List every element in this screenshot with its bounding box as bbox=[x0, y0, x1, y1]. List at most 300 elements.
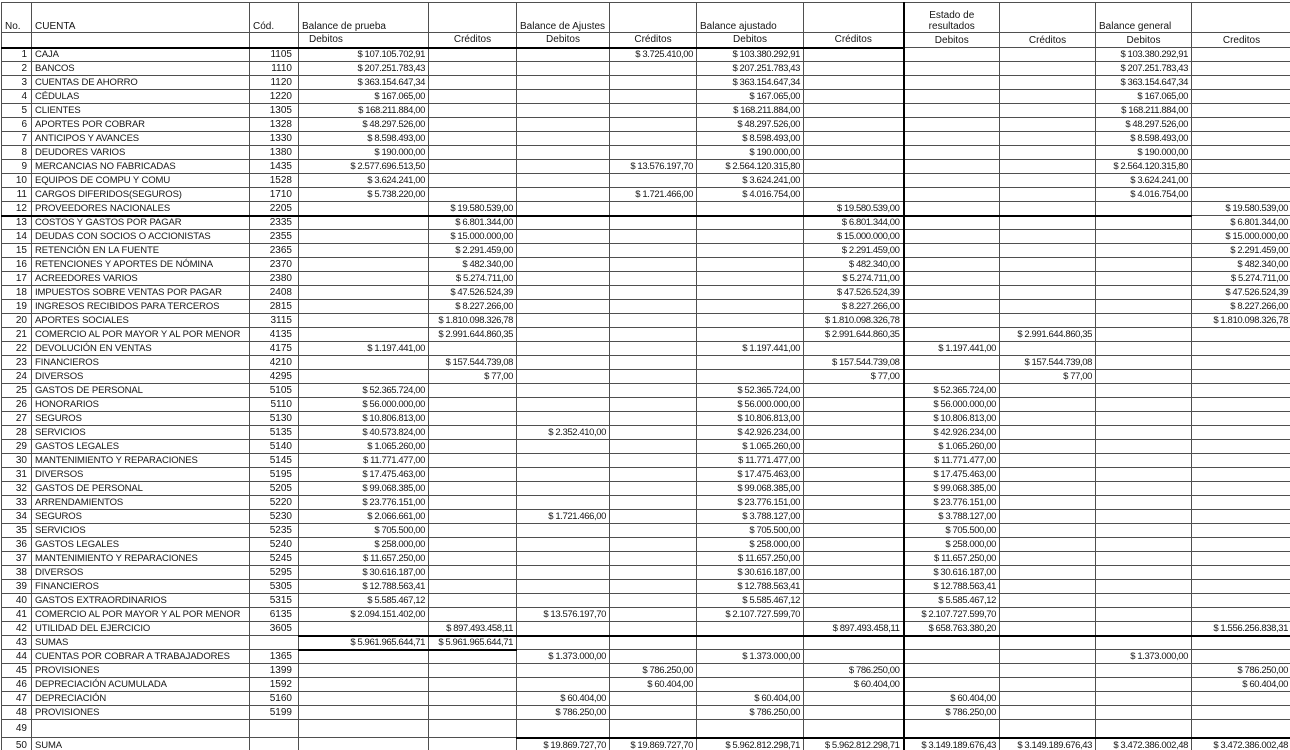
account-name-cell[interactable]: SERVICIOS bbox=[32, 524, 250, 538]
code-cell[interactable] bbox=[250, 636, 299, 650]
code-cell[interactable]: 1220 bbox=[250, 90, 299, 104]
bg-debit-cell[interactable] bbox=[1096, 412, 1192, 426]
ba-credit-cell[interactable] bbox=[804, 566, 904, 580]
subheader-ba-creditos[interactable]: Créditos bbox=[804, 33, 904, 48]
bg-credit-cell[interactable] bbox=[1192, 510, 1290, 524]
ba-credit-cell[interactable] bbox=[804, 496, 904, 510]
er-debit-cell[interactable] bbox=[904, 314, 1000, 328]
ba-credit-cell[interactable]: $ 6.801.344,00 bbox=[804, 216, 904, 230]
bg-credit-cell[interactable] bbox=[1192, 650, 1290, 664]
er-credit-cell[interactable] bbox=[1000, 272, 1096, 286]
account-name-cell[interactable]: PROVISIONES bbox=[32, 664, 250, 678]
bp-credit-cell[interactable] bbox=[429, 174, 517, 188]
ba-credit-cell[interactable]: $ 2.991.644.860,35 bbox=[804, 328, 904, 342]
bp-credit-cell[interactable] bbox=[429, 692, 517, 706]
er-credit-cell[interactable] bbox=[1000, 76, 1096, 90]
subheader-bg-creditos[interactable]: Creditos bbox=[1192, 33, 1290, 48]
aj-credit-cell[interactable]: $ 1.721.466,00 bbox=[610, 188, 697, 202]
ba-credit-cell[interactable]: $ 157.544.739,08 bbox=[804, 356, 904, 370]
bp-debit-cell[interactable]: $ 1.197.441,00 bbox=[299, 342, 429, 356]
aj-debit-cell[interactable] bbox=[517, 440, 610, 454]
er-credit-cell[interactable] bbox=[1000, 342, 1096, 356]
bg-credit-cell[interactable] bbox=[1192, 146, 1290, 160]
er-credit-cell[interactable] bbox=[1000, 48, 1096, 62]
bg-debit-cell[interactable] bbox=[1096, 342, 1192, 356]
aj-debit-cell[interactable] bbox=[517, 594, 610, 608]
account-name-cell[interactable]: GASTOS EXTRAORDINARIOS bbox=[32, 594, 250, 608]
bp-credit-cell[interactable] bbox=[429, 594, 517, 608]
bp-debit-cell[interactable] bbox=[299, 202, 429, 216]
bp-debit-cell[interactable]: $ 12.788.563,41 bbox=[299, 580, 429, 594]
er-debit-cell[interactable]: $ 30.616.187,00 bbox=[904, 566, 1000, 580]
ba-debit-cell[interactable]: $ 17.475.463,00 bbox=[697, 468, 804, 482]
aj-credit-cell[interactable] bbox=[610, 202, 697, 216]
bp-debit-cell[interactable]: $ 56.000.000,00 bbox=[299, 398, 429, 412]
bp-credit-cell[interactable]: $ 77,00 bbox=[429, 370, 517, 384]
bg-credit-cell[interactable] bbox=[1192, 76, 1290, 90]
account-name-cell[interactable]: GASTOS DE PERSONAL bbox=[32, 384, 250, 398]
bp-debit-cell[interactable]: $ 2.066.661,00 bbox=[299, 510, 429, 524]
ba-debit-cell[interactable]: $ 168.211.884,00 bbox=[697, 104, 804, 118]
code-cell[interactable]: 2408 bbox=[250, 286, 299, 300]
ba-credit-cell[interactable] bbox=[804, 580, 904, 594]
er-credit-cell[interactable] bbox=[1000, 384, 1096, 398]
row-number-cell[interactable]: 20 bbox=[2, 314, 32, 328]
aj-debit-cell[interactable] bbox=[517, 370, 610, 384]
code-cell[interactable]: 2365 bbox=[250, 244, 299, 258]
aj-credit-cell[interactable] bbox=[610, 650, 697, 664]
er-credit-cell[interactable] bbox=[1000, 636, 1096, 650]
row-number-cell[interactable]: 28 bbox=[2, 426, 32, 440]
bp-credit-cell[interactable]: $ 19.580.539,00 bbox=[429, 202, 517, 216]
row-number-cell[interactable]: 36 bbox=[2, 538, 32, 552]
er-credit-cell[interactable] bbox=[1000, 104, 1096, 118]
ba-debit-cell[interactable]: $ 167.065,00 bbox=[697, 90, 804, 104]
row-number-cell[interactable]: 39 bbox=[2, 580, 32, 594]
er-credit-cell[interactable] bbox=[1000, 258, 1096, 272]
bg-credit-cell[interactable] bbox=[1192, 48, 1290, 62]
aj-credit-cell[interactable] bbox=[610, 496, 697, 510]
er-debit-cell[interactable]: $ 60.404,00 bbox=[904, 692, 1000, 706]
code-cell[interactable]: 5295 bbox=[250, 566, 299, 580]
ba-debit-cell[interactable] bbox=[697, 356, 804, 370]
bp-credit-cell[interactable]: $ 1.810.098.326,78 bbox=[429, 314, 517, 328]
bp-credit-cell[interactable] bbox=[429, 664, 517, 678]
aj-credit-cell[interactable] bbox=[610, 468, 697, 482]
account-name-cell[interactable]: SUMAS bbox=[32, 636, 250, 650]
ba-credit-cell[interactable] bbox=[804, 440, 904, 454]
aj-credit-cell[interactable] bbox=[610, 76, 697, 90]
account-name-cell[interactable]: MERCANCIAS NO FABRICADAS bbox=[32, 160, 250, 174]
code-cell[interactable]: 5240 bbox=[250, 538, 299, 552]
ba-debit-cell[interactable] bbox=[697, 370, 804, 384]
bg-credit-cell[interactable] bbox=[1192, 104, 1290, 118]
bp-credit-cell[interactable]: $ 157.544.739,08 bbox=[429, 356, 517, 370]
ba-debit-cell[interactable]: $ 363.154.647,34 bbox=[697, 76, 804, 90]
bg-debit-cell[interactable]: $ 2.564.120.315,80 bbox=[1096, 160, 1192, 174]
bg-credit-cell[interactable] bbox=[1192, 706, 1290, 720]
er-credit-cell[interactable] bbox=[1000, 706, 1096, 720]
code-cell[interactable]: 5199 bbox=[250, 706, 299, 720]
bp-credit-cell[interactable] bbox=[429, 342, 517, 356]
aj-credit-cell[interactable] bbox=[610, 244, 697, 258]
bp-credit-cell[interactable] bbox=[429, 454, 517, 468]
account-name-cell[interactable] bbox=[32, 720, 250, 738]
row-number-cell[interactable]: 38 bbox=[2, 566, 32, 580]
ba-debit-cell[interactable]: $ 3.788.127,00 bbox=[697, 510, 804, 524]
bg-credit-cell[interactable]: $ 8.227.266,00 bbox=[1192, 300, 1290, 314]
code-cell[interactable]: 2370 bbox=[250, 258, 299, 272]
ba-credit-cell[interactable]: $ 482.340,00 bbox=[804, 258, 904, 272]
row-number-cell[interactable]: 13 bbox=[2, 216, 32, 230]
bg-credit-cell[interactable]: $ 786.250,00 bbox=[1192, 664, 1290, 678]
aj-credit-cell[interactable] bbox=[610, 594, 697, 608]
bg-credit-cell[interactable] bbox=[1192, 692, 1290, 706]
ba-debit-cell[interactable] bbox=[697, 258, 804, 272]
aj-credit-cell[interactable] bbox=[610, 356, 697, 370]
account-name-cell[interactable]: UTILIDAD DEL EJERCICIO bbox=[32, 622, 250, 636]
bp-credit-cell[interactable] bbox=[429, 524, 517, 538]
code-cell[interactable]: 1110 bbox=[250, 62, 299, 76]
ba-credit-cell[interactable] bbox=[804, 76, 904, 90]
bp-credit-cell[interactable] bbox=[429, 440, 517, 454]
bp-debit-cell[interactable] bbox=[299, 706, 429, 720]
er-debit-cell[interactable]: $ 786.250,00 bbox=[904, 706, 1000, 720]
row-number-cell[interactable]: 21 bbox=[2, 328, 32, 342]
bg-debit-cell[interactable] bbox=[1096, 356, 1192, 370]
bp-credit-cell[interactable]: $ 15.000.000,00 bbox=[429, 230, 517, 244]
bg-credit-cell[interactable] bbox=[1192, 174, 1290, 188]
er-credit-cell[interactable] bbox=[1000, 286, 1096, 300]
account-name-cell[interactable]: EQUIPOS DE COMPU Y COMU bbox=[32, 174, 250, 188]
bp-debit-cell[interactable]: $ 258.000,00 bbox=[299, 538, 429, 552]
account-name-cell[interactable]: COMERCIO AL POR MAYOR Y AL POR MENOR bbox=[32, 328, 250, 342]
bp-debit-cell[interactable] bbox=[299, 356, 429, 370]
bp-credit-cell[interactable] bbox=[429, 510, 517, 524]
er-debit-cell[interactable]: $ 1.065.260,00 bbox=[904, 440, 1000, 454]
bg-credit-cell[interactable] bbox=[1192, 62, 1290, 76]
bg-debit-cell[interactable]: $ 48.297.526,00 bbox=[1096, 118, 1192, 132]
account-name-cell[interactable]: DEUDORES VARIOS bbox=[32, 146, 250, 160]
er-debit-cell[interactable]: $ 705.500,00 bbox=[904, 524, 1000, 538]
bp-debit-cell[interactable]: $ 30.616.187,00 bbox=[299, 566, 429, 580]
er-credit-cell[interactable] bbox=[1000, 468, 1096, 482]
ba-debit-cell[interactable]: $ 207.251.783,43 bbox=[697, 62, 804, 76]
er-debit-cell[interactable] bbox=[904, 650, 1000, 664]
bp-credit-cell[interactable] bbox=[429, 412, 517, 426]
bg-debit-cell[interactable] bbox=[1096, 440, 1192, 454]
row-number-cell[interactable]: 9 bbox=[2, 160, 32, 174]
er-debit-cell[interactable]: $ 11.771.477,00 bbox=[904, 454, 1000, 468]
aj-debit-cell[interactable] bbox=[517, 412, 610, 426]
row-number-cell[interactable]: 3 bbox=[2, 76, 32, 90]
account-name-cell[interactable]: PROVEEDORES NACIONALES bbox=[32, 202, 250, 216]
er-credit-cell[interactable] bbox=[1000, 62, 1096, 76]
account-name-cell[interactable]: CLIENTES bbox=[32, 104, 250, 118]
er-debit-cell[interactable] bbox=[904, 202, 1000, 216]
aj-credit-cell[interactable]: $ 786.250,00 bbox=[610, 664, 697, 678]
bp-debit-cell[interactable]: $ 5.585.467,12 bbox=[299, 594, 429, 608]
er-credit-cell[interactable]: $ 3.149.189.676,43 bbox=[1000, 738, 1096, 750]
row-number-cell[interactable]: 4 bbox=[2, 90, 32, 104]
er-debit-cell[interactable] bbox=[904, 104, 1000, 118]
bg-debit-cell[interactable] bbox=[1096, 244, 1192, 258]
bp-credit-cell[interactable] bbox=[429, 468, 517, 482]
ba-debit-cell[interactable]: $ 30.616.187,00 bbox=[697, 566, 804, 580]
aj-credit-cell[interactable] bbox=[610, 622, 697, 636]
account-name-cell[interactable]: CAJA bbox=[32, 48, 250, 62]
account-name-cell[interactable]: DEVOLUCIÓN EN VENTAS bbox=[32, 342, 250, 356]
er-debit-cell[interactable] bbox=[904, 118, 1000, 132]
bp-debit-cell[interactable] bbox=[299, 664, 429, 678]
ba-credit-cell[interactable] bbox=[804, 468, 904, 482]
col-header-cuenta[interactable]: CUENTA bbox=[32, 3, 250, 33]
aj-debit-cell[interactable]: $ 19.869.727,70 bbox=[517, 738, 610, 750]
er-credit-cell[interactable] bbox=[1000, 692, 1096, 706]
bp-credit-cell[interactable]: $ 5.274.711,00 bbox=[429, 272, 517, 286]
er-debit-cell[interactable] bbox=[904, 216, 1000, 230]
aj-credit-cell[interactable] bbox=[610, 692, 697, 706]
bp-debit-cell[interactable]: $ 52.365.724,00 bbox=[299, 384, 429, 398]
account-name-cell[interactable]: DEPRECIACIÓN ACUMULADA bbox=[32, 678, 250, 692]
er-credit-cell[interactable] bbox=[1000, 510, 1096, 524]
code-cell[interactable]: 1435 bbox=[250, 160, 299, 174]
ba-credit-cell[interactable]: $ 15.000.000,00 bbox=[804, 230, 904, 244]
er-credit-cell[interactable] bbox=[1000, 622, 1096, 636]
aj-debit-cell[interactable] bbox=[517, 132, 610, 146]
ba-debit-cell[interactable]: $ 1.197.441,00 bbox=[697, 342, 804, 356]
bp-debit-cell[interactable] bbox=[299, 650, 429, 664]
account-name-cell[interactable]: RETENCIÓN EN LA FUENTE bbox=[32, 244, 250, 258]
aj-credit-cell[interactable] bbox=[610, 272, 697, 286]
bg-debit-cell[interactable] bbox=[1096, 538, 1192, 552]
account-name-cell[interactable]: SERVICIOS bbox=[32, 426, 250, 440]
bg-credit-cell[interactable]: $ 1.556.256.838,31 bbox=[1192, 622, 1290, 636]
account-name-cell[interactable]: ARRENDAMIENTOS bbox=[32, 496, 250, 510]
code-cell[interactable]: 5145 bbox=[250, 454, 299, 468]
bp-debit-cell[interactable] bbox=[299, 272, 429, 286]
bg-debit-cell[interactable] bbox=[1096, 328, 1192, 342]
bp-debit-cell[interactable]: $ 207.251.783,43 bbox=[299, 62, 429, 76]
aj-debit-cell[interactable] bbox=[517, 188, 610, 202]
bp-credit-cell[interactable] bbox=[429, 426, 517, 440]
aj-credit-cell[interactable] bbox=[610, 510, 697, 524]
er-debit-cell[interactable]: $ 5.585.467,12 bbox=[904, 594, 1000, 608]
er-credit-cell[interactable] bbox=[1000, 608, 1096, 622]
ba-debit-cell[interactable] bbox=[697, 314, 804, 328]
ba-debit-cell[interactable]: $ 705.500,00 bbox=[697, 524, 804, 538]
bg-credit-cell[interactable] bbox=[1192, 412, 1290, 426]
ba-credit-cell[interactable]: $ 786.250,00 bbox=[804, 664, 904, 678]
aj-credit-cell[interactable] bbox=[610, 258, 697, 272]
ba-credit-cell[interactable] bbox=[804, 594, 904, 608]
bg-debit-cell[interactable]: $ 3.472.386.002,48 bbox=[1096, 738, 1192, 750]
row-number-cell[interactable]: 44 bbox=[2, 650, 32, 664]
er-debit-cell[interactable] bbox=[904, 230, 1000, 244]
ba-credit-cell[interactable] bbox=[804, 90, 904, 104]
code-cell[interactable]: 1330 bbox=[250, 132, 299, 146]
bp-debit-cell[interactable]: $ 40.573.824,00 bbox=[299, 426, 429, 440]
er-credit-cell[interactable] bbox=[1000, 482, 1096, 496]
ba-debit-cell[interactable]: $ 5.585.467,12 bbox=[697, 594, 804, 608]
aj-debit-cell[interactable] bbox=[517, 62, 610, 76]
ba-debit-cell[interactable]: $ 8.598.493,00 bbox=[697, 132, 804, 146]
aj-debit-cell[interactable] bbox=[517, 384, 610, 398]
ba-credit-cell[interactable] bbox=[804, 342, 904, 356]
row-number-cell[interactable]: 41 bbox=[2, 608, 32, 622]
bp-debit-cell[interactable]: $ 1.065.260,00 bbox=[299, 440, 429, 454]
er-debit-cell[interactable]: $ 2.107.727.599,70 bbox=[904, 608, 1000, 622]
ba-debit-cell[interactable] bbox=[697, 622, 804, 636]
bg-debit-cell[interactable] bbox=[1096, 454, 1192, 468]
aj-debit-cell[interactable] bbox=[517, 230, 610, 244]
bp-credit-cell[interactable]: $ 6.801.344,00 bbox=[429, 216, 517, 230]
bp-credit-cell[interactable] bbox=[429, 738, 517, 750]
ba-debit-cell[interactable]: $ 1.065.260,00 bbox=[697, 440, 804, 454]
row-number-cell[interactable]: 45 bbox=[2, 664, 32, 678]
bp-debit-cell[interactable] bbox=[299, 286, 429, 300]
er-credit-cell[interactable] bbox=[1000, 244, 1096, 258]
er-debit-cell[interactable]: $ 23.776.151,00 bbox=[904, 496, 1000, 510]
ba-debit-cell[interactable]: $ 42.926.234,00 bbox=[697, 426, 804, 440]
er-credit-cell[interactable] bbox=[1000, 496, 1096, 510]
aj-debit-cell[interactable] bbox=[517, 538, 610, 552]
aj-debit-cell[interactable] bbox=[517, 524, 610, 538]
bg-debit-cell[interactable] bbox=[1096, 510, 1192, 524]
er-debit-cell[interactable]: $ 56.000.000,00 bbox=[904, 398, 1000, 412]
ba-debit-cell[interactable]: $ 3.624.241,00 bbox=[697, 174, 804, 188]
ba-credit-cell[interactable] bbox=[804, 482, 904, 496]
er-debit-cell[interactable]: $ 42.926.234,00 bbox=[904, 426, 1000, 440]
account-name-cell[interactable]: DIVERSOS bbox=[32, 370, 250, 384]
account-name-cell[interactable]: DIVERSOS bbox=[32, 566, 250, 580]
row-number-cell[interactable]: 5 bbox=[2, 104, 32, 118]
er-debit-cell[interactable] bbox=[904, 678, 1000, 692]
ba-debit-cell[interactable]: $ 23.776.151,00 bbox=[697, 496, 804, 510]
aj-debit-cell[interactable] bbox=[517, 258, 610, 272]
er-debit-cell[interactable] bbox=[904, 132, 1000, 146]
er-credit-cell[interactable] bbox=[1000, 454, 1096, 468]
ba-debit-cell[interactable]: $ 60.404,00 bbox=[697, 692, 804, 706]
bp-debit-cell[interactable]: $ 23.776.151,00 bbox=[299, 496, 429, 510]
aj-credit-cell[interactable] bbox=[610, 328, 697, 342]
aj-credit-cell[interactable] bbox=[610, 62, 697, 76]
row-number-cell[interactable]: 22 bbox=[2, 342, 32, 356]
er-debit-cell[interactable] bbox=[904, 188, 1000, 202]
ba-debit-cell[interactable] bbox=[697, 230, 804, 244]
ba-debit-cell[interactable]: $ 190.000,00 bbox=[697, 146, 804, 160]
bp-debit-cell[interactable]: $ 10.806.813,00 bbox=[299, 412, 429, 426]
aj-debit-cell[interactable] bbox=[517, 622, 610, 636]
bg-credit-cell[interactable] bbox=[1192, 398, 1290, 412]
bp-debit-cell[interactable]: $ 11.657.250,00 bbox=[299, 552, 429, 566]
bp-debit-cell[interactable] bbox=[299, 678, 429, 692]
account-name-cell[interactable]: ACREEDORES VARIOS bbox=[32, 272, 250, 286]
ba-debit-cell[interactable]: $ 2.107.727.599,70 bbox=[697, 608, 804, 622]
ba-credit-cell[interactable] bbox=[804, 62, 904, 76]
account-name-cell[interactable]: CARGOS DIFERIDOS(SEGUROS) bbox=[32, 188, 250, 202]
aj-credit-cell[interactable] bbox=[610, 146, 697, 160]
bp-debit-cell[interactable] bbox=[299, 258, 429, 272]
code-cell[interactable] bbox=[250, 720, 299, 738]
bg-debit-cell[interactable] bbox=[1096, 524, 1192, 538]
bp-debit-cell[interactable]: $ 107.105.702,91 bbox=[299, 48, 429, 62]
account-name-cell[interactable]: DEUDAS CON SOCIOS O ACCIONISTAS bbox=[32, 230, 250, 244]
er-debit-cell[interactable] bbox=[904, 272, 1000, 286]
bg-credit-cell[interactable]: $ 1.810.098.326,78 bbox=[1192, 314, 1290, 328]
aj-debit-cell[interactable] bbox=[517, 342, 610, 356]
aj-credit-cell[interactable] bbox=[610, 552, 697, 566]
ba-credit-cell[interactable]: $ 1.810.098.326,78 bbox=[804, 314, 904, 328]
er-debit-cell[interactable]: $ 10.806.813,00 bbox=[904, 412, 1000, 426]
bg-credit-cell[interactable]: $ 2.291.459,00 bbox=[1192, 244, 1290, 258]
aj-credit-cell[interactable] bbox=[610, 90, 697, 104]
bg-credit-cell[interactable]: $ 5.274.711,00 bbox=[1192, 272, 1290, 286]
bp-credit-cell[interactable] bbox=[429, 62, 517, 76]
bg-debit-cell[interactable] bbox=[1096, 580, 1192, 594]
row-number-cell[interactable]: 48 bbox=[2, 706, 32, 720]
bg-credit-cell[interactable] bbox=[1192, 426, 1290, 440]
bg-debit-cell[interactable] bbox=[1096, 692, 1192, 706]
bg-debit-cell[interactable] bbox=[1096, 706, 1192, 720]
ba-debit-cell[interactable] bbox=[697, 720, 804, 738]
aj-debit-cell[interactable] bbox=[517, 48, 610, 62]
bp-debit-cell[interactable]: $ 3.624.241,00 bbox=[299, 174, 429, 188]
er-credit-cell[interactable] bbox=[1000, 300, 1096, 314]
bg-debit-cell[interactable] bbox=[1096, 720, 1192, 738]
aj-debit-cell[interactable] bbox=[517, 454, 610, 468]
ba-debit-cell[interactable]: $ 103.380.292,91 bbox=[697, 48, 804, 62]
row-number-cell[interactable]: 10 bbox=[2, 174, 32, 188]
code-cell[interactable]: 1528 bbox=[250, 174, 299, 188]
aj-credit-cell[interactable] bbox=[610, 104, 697, 118]
ba-credit-cell[interactable]: $ 60.404,00 bbox=[804, 678, 904, 692]
code-cell[interactable]: 5220 bbox=[250, 496, 299, 510]
er-debit-cell[interactable] bbox=[904, 76, 1000, 90]
bg-credit-cell[interactable] bbox=[1192, 118, 1290, 132]
aj-debit-cell[interactable] bbox=[517, 272, 610, 286]
aj-credit-cell[interactable] bbox=[610, 482, 697, 496]
aj-debit-cell[interactable] bbox=[517, 314, 610, 328]
bg-credit-cell[interactable] bbox=[1192, 384, 1290, 398]
aj-credit-cell[interactable] bbox=[610, 538, 697, 552]
bg-credit-cell[interactable]: $ 3.472.386.002,48 bbox=[1192, 738, 1290, 750]
er-credit-cell[interactable] bbox=[1000, 538, 1096, 552]
aj-credit-cell[interactable] bbox=[610, 384, 697, 398]
ba-debit-cell[interactable]: $ 4.016.754,00 bbox=[697, 188, 804, 202]
ba-debit-cell[interactable]: $ 99.068.385,00 bbox=[697, 482, 804, 496]
bg-credit-cell[interactable]: $ 19.580.539,00 bbox=[1192, 202, 1290, 216]
account-name-cell[interactable]: FINANCIEROS bbox=[32, 356, 250, 370]
bp-debit-cell[interactable]: $ 17.475.463,00 bbox=[299, 468, 429, 482]
ba-credit-cell[interactable]: $ 8.227.266,00 bbox=[804, 300, 904, 314]
code-cell[interactable]: 2355 bbox=[250, 230, 299, 244]
bg-debit-cell[interactable] bbox=[1096, 314, 1192, 328]
subheader-ba-debitos[interactable]: Debitos bbox=[697, 33, 804, 48]
account-name-cell[interactable]: ANTICIPOS Y AVANCES bbox=[32, 132, 250, 146]
bp-debit-cell[interactable] bbox=[299, 244, 429, 258]
bg-debit-cell[interactable] bbox=[1096, 286, 1192, 300]
row-number-cell[interactable]: 37 bbox=[2, 552, 32, 566]
bg-debit-cell[interactable] bbox=[1096, 636, 1192, 650]
er-credit-cell[interactable] bbox=[1000, 678, 1096, 692]
bp-credit-cell[interactable]: $ 2.291.459,00 bbox=[429, 244, 517, 258]
ba-credit-cell[interactable]: $ 5.962.812.298,71 bbox=[804, 738, 904, 750]
aj-credit-cell[interactable] bbox=[610, 300, 697, 314]
aj-debit-cell[interactable] bbox=[517, 174, 610, 188]
bg-credit-cell[interactable] bbox=[1192, 370, 1290, 384]
bp-debit-cell[interactable] bbox=[299, 216, 429, 230]
